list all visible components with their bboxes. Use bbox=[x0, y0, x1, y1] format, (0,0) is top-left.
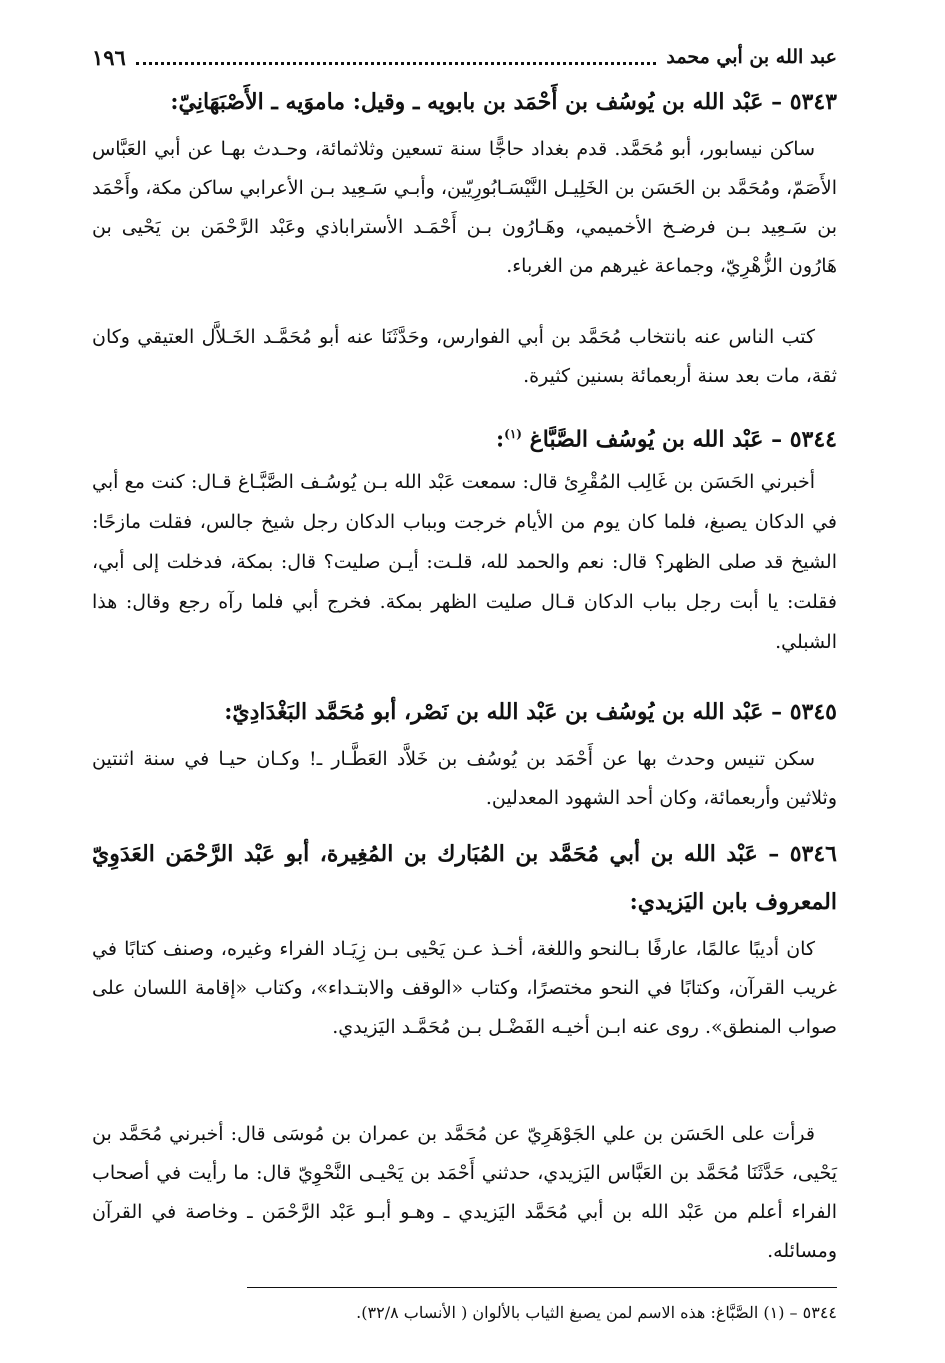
entry-heading-text: ٥٣٤٤ – عَبْد الله بن يُوسُف الصَّبَّاغ bbox=[529, 426, 837, 453]
dotted-leader bbox=[136, 50, 657, 65]
entry-heading: ٥٣٤٦ – عَبْد الله بن أبي مُحَمَّد بن المُبَارك بن المُغِيرة، أبو عَبْد الرَّحْمَن العَدَوِيّ المعروف بابن اليَزيدي: bbox=[92, 841, 837, 915]
entry-5346-body bbox=[92, 930, 837, 1047]
entry-paragraph: قرأت على الحَسَن بن علي الجَوْهَرِيّ عن مُحَمَّد بن عمران بن مُوسَى قال: أخبرني مُحَمَّد بن يَحْيى، حَدَّثَنَا مُحَمَّد بن العَبَّاس اليَزيدي، حدثني أَحْمَد بن يَحْيـى النَّحْوِيّ قال: ما رأيت في أصحاب الفراء أعلم من عَبْد الله بن أبي مُحَمَّد اليَزيدي ـ وهـو أبـو عَبْد الرَّحْمَن ـ وخاصة في القرآن ومسائله. bbox=[92, 1123, 837, 1262]
entry-heading: ٥٣٤٣ – عَبْد الله بن يُوسُف بن أَحْمَد بن بابويه ـ وقيل: ماموَيه ـ الأَصْبَهَانِيّ: bbox=[170, 89, 837, 115]
entry-5346 bbox=[92, 830, 837, 926]
footnote: ٥٣٤٤ – (١) الصَّبَّاغ: هذه الاسم لمن يصبغ الثياب بالألوان ( الأنساب ٣٢/٨). bbox=[356, 1303, 837, 1322]
entry-heading bbox=[92, 412, 837, 461]
entry-5344 bbox=[92, 412, 837, 461]
entry-5345-body bbox=[92, 740, 837, 818]
entry-5346-body-2 bbox=[92, 1115, 837, 1271]
entry-5345 bbox=[92, 690, 837, 734]
entry-5343-body bbox=[92, 130, 837, 286]
entry-paragraph: كتب الناس عنه بانتخاب مُحَمَّد بن أبي الفوارس، وحَدَّثَنَا عنه أبو مُحَمَّـد الخَـلاَّل العتيقي وكان ثقة، مات بعد سنة أربعمائة بسنين كثيرة. bbox=[92, 326, 837, 387]
running-title: عبد الله بن أبي محمد bbox=[666, 46, 837, 68]
page-header bbox=[92, 42, 837, 72]
entry-heading: ٥٣٤٥ – عَبْد الله بن يُوسُف بن عَبْد الله بن نَصْر، أبو مُحَمَّد البَغْدَادِيّ: bbox=[224, 699, 837, 725]
entry-heading-colon: : bbox=[496, 426, 505, 453]
entry-5343 bbox=[92, 80, 837, 124]
entry-5343-body-2 bbox=[92, 318, 837, 396]
entry-paragraph: ساكن نيسابور، أبو مُحَمَّد. قدم بغداد حاجًّا سنة تسعين وثلاثمائة، وحـدث بهـا عن أبي العَبَّاس الأَصَمّ، ومُحَمَّد بن الحَسَن بن الخَلِيـل النَّيْسَـابُورِيّين، وأبـي سَـعِيد بـن الأعرابي ساكن مكة، وأَحْمَد بن سَـعِيد بـن فرضـخ الأخميمي، وهَـارُون بـن أَحْمَـد الأستراباذي وعَبْد الرَّحْمَن بن يَحْيى بن هَارُون الزُّهْرِيّ، وجماعة غيرهم من الغرباء. bbox=[92, 138, 837, 277]
entry-paragraph: كان أديبًا عالمًا، عارفًا بـالنحو واللغة، أخـذ عـن يَحْيى بـن زِيَـاد الفراء وغيره، وصنف كتابًا في غريب القرآن، وكتابًا في النحو مختصرًا، وكتاب «الوقف والابتـداء»، وكتاب «إقامة اللسان على صواب المنطق». روى عنه ابـن أخيـه الفَضْـل بـن مُحَمَّـد اليَزيدي. bbox=[92, 938, 837, 1038]
entry-5344-body bbox=[92, 462, 837, 662]
footnote-separator bbox=[92, 1287, 837, 1288]
entry-paragraph: أخبرني الحَسَن بن غَالِب المُقْرِئ قال: سمعت عَبْد الله بـن يُوسُـف الصَّبَّـاغ قـال: كنت مع أبي في الدكان يصبغ، فلما كان يوم من الأيام خرجت وبباب الدكان رجل شيخ جالس، فقلت مازحًا: الشيخ قد صلى الظهر؟ قال: نعم والحمد لله، قلـت: أيـن صليت؟ قال: بمكة، فدخلت إلى أبي، فقلت: يا أبت رجل بباب الدكان قـال صليت الظهر بمكة. فخرج أبي فلما رآه رجع وقال: هذا الشبلي. bbox=[92, 471, 837, 653]
footnote-marker: (١) bbox=[504, 427, 522, 441]
page-number: ١٩٦ bbox=[92, 44, 126, 70]
entry-paragraph: سكن تنيس وحدث بها عن أَحْمَد بن يُوسُف بن خَلاَّد العَطَّـار ـ! وكـان حيـا في سنة اثنتين وثلاثين وأربعمائة، وكان أحد الشهود المعدلين. bbox=[92, 748, 837, 809]
